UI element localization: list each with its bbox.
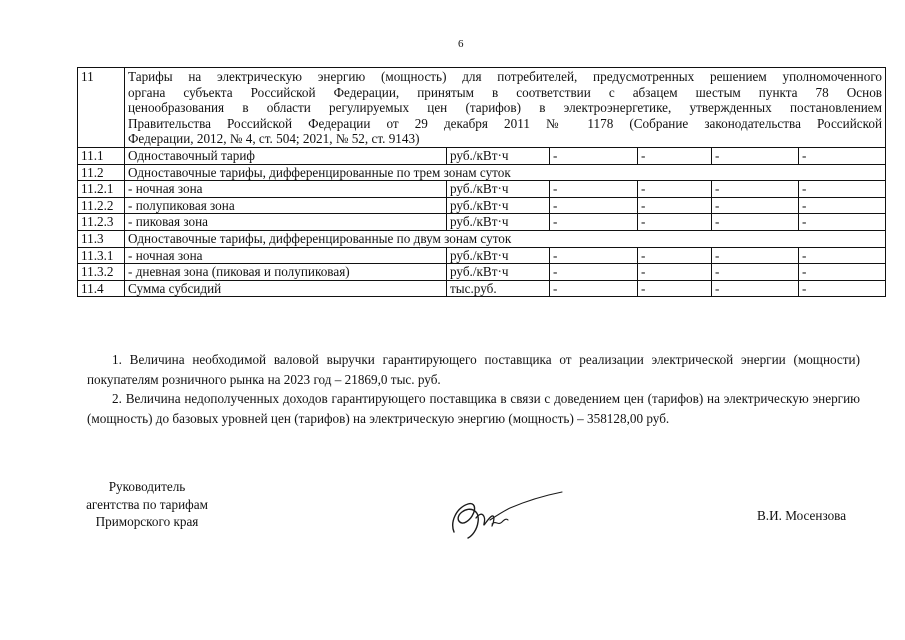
row-unit: руб./кВт·ч bbox=[447, 181, 550, 198]
row-name: - полупиковая зона bbox=[125, 197, 447, 214]
table-row bbox=[78, 264, 886, 281]
row-number: 11.3.1 bbox=[78, 247, 125, 264]
tariff-table bbox=[77, 67, 886, 297]
row-value: - bbox=[799, 264, 886, 281]
signer-title bbox=[72, 478, 222, 531]
row-value: - bbox=[799, 214, 886, 231]
row-value: - bbox=[712, 264, 799, 281]
row-number: 11.4 bbox=[78, 280, 125, 297]
row-value: - bbox=[638, 264, 712, 281]
row-number: 11.2 bbox=[78, 164, 125, 181]
row-subsection-title: Одноставочные тарифы, дифференцированные по двум зонам суток bbox=[125, 230, 886, 247]
row-value: - bbox=[638, 181, 712, 198]
row-value: - bbox=[799, 280, 886, 297]
notes bbox=[87, 350, 860, 428]
row-unit: руб./кВт·ч bbox=[447, 247, 550, 264]
row-value: - bbox=[712, 147, 799, 164]
row-value: - bbox=[550, 147, 638, 164]
row-unit: руб./кВт·ч bbox=[447, 214, 550, 231]
row-value: - bbox=[712, 280, 799, 297]
row-unit: руб./кВт·ч bbox=[447, 264, 550, 281]
row-unit: руб./кВт·ч bbox=[447, 147, 550, 164]
section-title-line: органа субъекта Российской Федерации, принятым в соответствии с абзацем шестым пункта 78 Основ bbox=[128, 84, 883, 100]
signer-title-line: Приморского края bbox=[95, 514, 199, 529]
row-subsection-title: Одноставочные тарифы, дифференцированные по трем зонам суток bbox=[125, 164, 886, 181]
table-row bbox=[78, 197, 886, 214]
row-name: - дневная зона (пиковая и полупиковая) bbox=[125, 264, 447, 281]
handwritten-signature bbox=[432, 488, 572, 548]
section-title bbox=[125, 68, 886, 148]
section-title-line: ценообразования в области регулируемых цен (тарифов) в электроэнергетике, утвержденных постановлением bbox=[128, 100, 883, 116]
row-value: - bbox=[638, 197, 712, 214]
row-value: - bbox=[799, 181, 886, 198]
row-name: Сумма субсидий bbox=[125, 280, 447, 297]
table-row bbox=[78, 280, 886, 297]
row-value: - bbox=[638, 214, 712, 231]
table-row bbox=[78, 247, 886, 264]
row-name: - ночная зона bbox=[125, 181, 447, 198]
row-number: 11.2.1 bbox=[78, 181, 125, 198]
row-name: - пиковая зона bbox=[125, 214, 447, 231]
table-row bbox=[78, 181, 886, 198]
row-number: 11.3.2 bbox=[78, 264, 125, 281]
row-value: - bbox=[799, 247, 886, 264]
row-value: - bbox=[712, 214, 799, 231]
row-value: - bbox=[712, 197, 799, 214]
row-name: Одноставочный тариф bbox=[125, 147, 447, 164]
row-unit: руб./кВт·ч bbox=[447, 197, 550, 214]
row-value: - bbox=[638, 147, 712, 164]
row-value: - bbox=[550, 181, 638, 198]
row-value: - bbox=[638, 247, 712, 264]
signer-title-line: Руководитель bbox=[108, 479, 186, 494]
table-row bbox=[78, 214, 886, 231]
row-value: - bbox=[550, 197, 638, 214]
table-section-header bbox=[78, 68, 886, 148]
row-unit: тыс.руб. bbox=[447, 280, 550, 297]
note-2: 2. Величина недополученных доходов гарантирующего поставщика в связи с доведением цен (тарифов) на электрическую энергию (мощность) до базовых уровней цен (тарифов) на электрическую энергию (мощность) – 358128,00 руб. bbox=[87, 391, 860, 426]
table-row bbox=[78, 164, 886, 181]
row-value: - bbox=[550, 264, 638, 281]
section-title-line: Правительства Российской Федерации от 29 декабря 2011 № 1178 (Собрание законодательства Российской bbox=[128, 115, 883, 131]
row-number: 11.1 bbox=[78, 147, 125, 164]
row-value: - bbox=[799, 197, 886, 214]
row-number: 11.2.3 bbox=[78, 214, 125, 231]
row-value: - bbox=[712, 181, 799, 198]
row-value: - bbox=[550, 280, 638, 297]
row-number: 11.3 bbox=[78, 230, 125, 247]
section-title-line: Тарифы на электрическую энергию (мощность) для потребителей, предусмотренных решением уполномоченного bbox=[128, 69, 883, 84]
row-name: - ночная зона bbox=[125, 247, 447, 264]
row-value: - bbox=[712, 247, 799, 264]
page-number: 6 bbox=[458, 38, 464, 50]
row-value: - bbox=[550, 214, 638, 231]
row-value: - bbox=[550, 247, 638, 264]
row-value: - bbox=[638, 280, 712, 297]
table-row bbox=[78, 147, 886, 164]
signer-name: В.И. Мосензова bbox=[757, 508, 847, 523]
signer-title-line: агентства по тарифам bbox=[86, 496, 208, 512]
row-value: - bbox=[799, 147, 886, 164]
table-row bbox=[78, 230, 886, 247]
row-number: 11.2.2 bbox=[78, 197, 125, 214]
section-number: 11 bbox=[78, 68, 125, 148]
note-1: 1. Величина необходимой валовой выручки гарантирующего поставщика от реализации электрической энергии (мощности) покупателям розничного рынка на 2023 год – 21869,0 тыс. руб. bbox=[87, 352, 860, 387]
section-title-line: Федерации, 2012, № 4, ст. 504; 2021, № 52, ст. 9143) bbox=[128, 131, 420, 147]
